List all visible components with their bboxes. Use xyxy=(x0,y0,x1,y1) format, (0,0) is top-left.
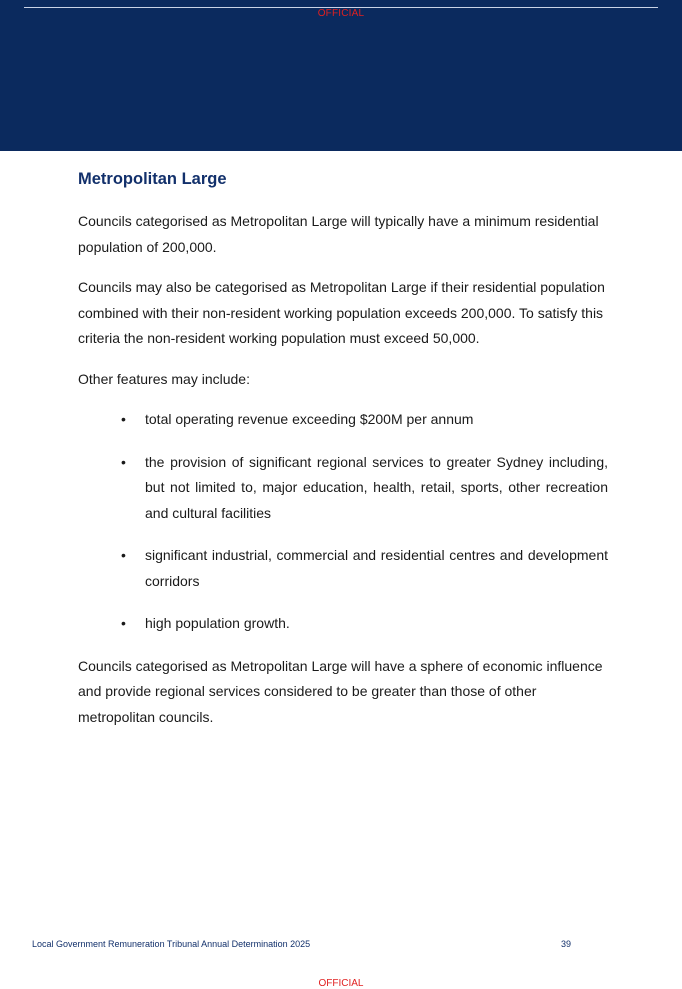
header-banner xyxy=(0,0,682,151)
page-number: 39 xyxy=(561,939,572,949)
list-item-text: significant industrial, commercial and residential centres and development corridors xyxy=(145,547,608,589)
main-content xyxy=(78,170,608,745)
footer-document-title: Local Government Remuneration Tribunal Annual Determination 2025 xyxy=(32,939,311,949)
bullet-icon: • xyxy=(121,547,126,563)
section-heading: Metropolitan Large xyxy=(78,170,227,188)
list-item xyxy=(78,543,608,594)
list-item-text: total operating revenue exceeding $200M per annum xyxy=(145,411,474,427)
bullet-icon: • xyxy=(121,453,126,470)
list-item-text: the provision of significant regional services to greater Sydney including, but not limited to, major education, health, retail, sports, other recreation and cultural facilities xyxy=(145,453,608,521)
list-item-text: high population growth. xyxy=(145,615,290,631)
bullet-icon: • xyxy=(121,411,126,427)
paragraph-min-population: Councils categorised as Metropolitan Large will typically have a minimum residential population of 200,000. xyxy=(78,213,599,255)
bullet-icon: • xyxy=(121,615,126,631)
paragraph-closing: Councils categorised as Metropolitan Large will have a sphere of economic influence and provide regional services considered to be greater than those of other metropolitan councils. xyxy=(78,657,603,725)
list-item xyxy=(78,407,608,433)
paragraph-other-features: Other features may include: xyxy=(78,370,250,387)
features-list xyxy=(78,407,608,637)
list-item xyxy=(78,611,608,637)
classification-label-top: OFFICIAL xyxy=(317,8,365,19)
paragraph-combined-population: Councils may also be categorised as Metropolitan Large if their residential population combined with their non-resident working population exceeds 200,000. To satisfy this criteria the non-resident working population must exceed 50,000. xyxy=(78,279,605,346)
classification-label-bottom: OFFICIAL xyxy=(318,978,364,989)
list-item xyxy=(78,450,608,527)
